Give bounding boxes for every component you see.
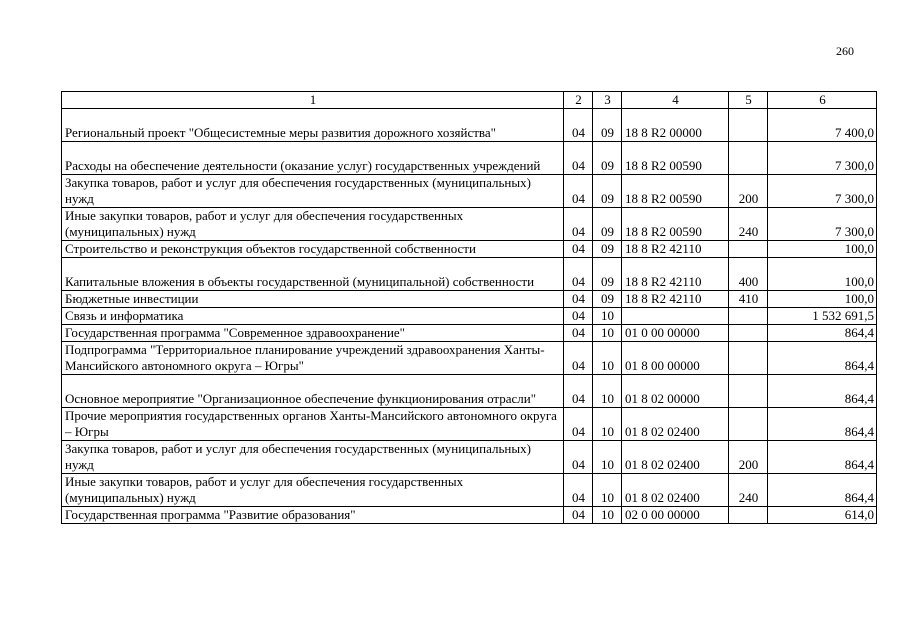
row-amount-cell: 7 300,0 bbox=[768, 175, 877, 208]
table-row bbox=[62, 375, 877, 408]
table-row bbox=[62, 142, 877, 175]
row-expense-type-cell: 240 bbox=[729, 474, 768, 507]
row-name-cell: Бюджетные инвестиции bbox=[62, 291, 564, 308]
row-name-cell: Подпрограмма "Территориальное планирование учреждений здравоохранения Ханты-Мансийского автономного округа – Югры" bbox=[62, 342, 564, 375]
table-row bbox=[62, 291, 877, 308]
row-name-cell: Связь и информатика bbox=[62, 308, 564, 325]
row-subsection-cell: 10 bbox=[593, 308, 622, 325]
page-number: 260 bbox=[836, 44, 854, 58]
row-subsection-cell: 09 bbox=[593, 208, 622, 241]
row-section-cell: 04 bbox=[564, 342, 593, 375]
header-col-4: 4 bbox=[622, 92, 729, 109]
row-subsection-cell: 09 bbox=[593, 241, 622, 258]
row-section-cell: 04 bbox=[564, 507, 593, 524]
row-name-cell: Прочие мероприятия государственных органов Ханты-Мансийского автономного округа – Югры bbox=[62, 408, 564, 441]
row-subsection-cell: 10 bbox=[593, 325, 622, 342]
row-section-cell: 04 bbox=[564, 109, 593, 142]
row-amount-cell: 100,0 bbox=[768, 258, 877, 291]
row-target-code-cell: 02 0 00 00000 bbox=[622, 507, 729, 524]
row-name-cell: Расходы на обеспечение деятельности (оказание услуг) государственных учреждений bbox=[62, 142, 564, 175]
header-col-3: 3 bbox=[593, 92, 622, 109]
row-expense-type-cell bbox=[729, 375, 768, 408]
table-row bbox=[62, 258, 877, 291]
row-expense-type-cell: 410 bbox=[729, 291, 768, 308]
row-expense-type-cell bbox=[729, 507, 768, 524]
row-expense-type-cell: 240 bbox=[729, 208, 768, 241]
row-target-code-cell: 01 8 02 00000 bbox=[622, 375, 729, 408]
row-target-code-cell bbox=[622, 308, 729, 325]
row-amount-cell: 7 300,0 bbox=[768, 142, 877, 175]
row-name-cell: Основное мероприятие "Организационное обеспечение функционирования отрасли" bbox=[62, 375, 564, 408]
row-amount-cell: 100,0 bbox=[768, 291, 877, 308]
row-name-cell: Государственная программа "Развитие образования" bbox=[62, 507, 564, 524]
table-row bbox=[62, 109, 877, 142]
header-col-6: 6 bbox=[768, 92, 877, 109]
row-target-code-cell: 18 8 R2 00000 bbox=[622, 109, 729, 142]
row-name-cell: Капитальные вложения в объекты государственной (муниципальной) собственности bbox=[62, 258, 564, 291]
row-section-cell: 04 bbox=[564, 441, 593, 474]
row-amount-cell: 864,4 bbox=[768, 375, 877, 408]
row-amount-cell: 864,4 bbox=[768, 474, 877, 507]
row-expense-type-cell bbox=[729, 308, 768, 325]
row-section-cell: 04 bbox=[564, 474, 593, 507]
row-target-code-cell: 01 8 00 00000 bbox=[622, 342, 729, 375]
table-row bbox=[62, 208, 877, 241]
row-expense-type-cell: 200 bbox=[729, 175, 768, 208]
row-subsection-cell: 10 bbox=[593, 342, 622, 375]
row-target-code-cell: 01 0 00 00000 bbox=[622, 325, 729, 342]
row-section-cell: 04 bbox=[564, 175, 593, 208]
row-expense-type-cell: 200 bbox=[729, 441, 768, 474]
row-subsection-cell: 09 bbox=[593, 258, 622, 291]
row-subsection-cell: 09 bbox=[593, 175, 622, 208]
header-col-1: 1 bbox=[62, 92, 564, 109]
row-subsection-cell: 10 bbox=[593, 441, 622, 474]
row-section-cell: 04 bbox=[564, 375, 593, 408]
table-row bbox=[62, 507, 877, 524]
header-col-5: 5 bbox=[729, 92, 768, 109]
row-amount-cell: 864,4 bbox=[768, 441, 877, 474]
row-amount-cell: 100,0 bbox=[768, 241, 877, 258]
row-subsection-cell: 10 bbox=[593, 408, 622, 441]
table-row bbox=[62, 325, 877, 342]
row-name-cell: Закупка товаров, работ и услуг для обеспечения государственных (муниципальных) нужд bbox=[62, 441, 564, 474]
row-expense-type-cell bbox=[729, 241, 768, 258]
row-amount-cell: 7 400,0 bbox=[768, 109, 877, 142]
row-amount-cell: 864,4 bbox=[768, 325, 877, 342]
row-section-cell: 04 bbox=[564, 208, 593, 241]
row-subsection-cell: 10 bbox=[593, 474, 622, 507]
table-row bbox=[62, 308, 877, 325]
row-expense-type-cell: 400 bbox=[729, 258, 768, 291]
table-row bbox=[62, 342, 877, 375]
row-section-cell: 04 bbox=[564, 408, 593, 441]
row-amount-cell: 614,0 bbox=[768, 507, 877, 524]
row-target-code-cell: 18 8 R2 42110 bbox=[622, 291, 729, 308]
row-subsection-cell: 10 bbox=[593, 375, 622, 408]
row-expense-type-cell bbox=[729, 109, 768, 142]
row-amount-cell: 1 532 691,5 bbox=[768, 308, 877, 325]
table-row bbox=[62, 241, 877, 258]
row-target-code-cell: 18 8 R2 00590 bbox=[622, 208, 729, 241]
table-row bbox=[62, 175, 877, 208]
row-amount-cell: 7 300,0 bbox=[768, 208, 877, 241]
table-header-row bbox=[62, 92, 877, 109]
row-target-code-cell: 18 8 R2 42110 bbox=[622, 258, 729, 291]
row-name-cell: Строительство и реконструкция объектов государственной собственности bbox=[62, 241, 564, 258]
table-row bbox=[62, 474, 877, 507]
row-section-cell: 04 bbox=[564, 291, 593, 308]
row-section-cell: 04 bbox=[564, 258, 593, 291]
row-target-code-cell: 01 8 02 02400 bbox=[622, 408, 729, 441]
row-target-code-cell: 18 8 R2 42110 bbox=[622, 241, 729, 258]
row-expense-type-cell bbox=[729, 342, 768, 375]
row-name-cell: Иные закупки товаров, работ и услуг для обеспечения государственных (муниципальных) нужд bbox=[62, 474, 564, 507]
table-row bbox=[62, 408, 877, 441]
row-name-cell: Иные закупки товаров, работ и услуг для обеспечения государственных (муниципальных) нужд bbox=[62, 208, 564, 241]
row-name-cell: Региональный проект "Общесистемные меры развития дорожного хозяйства" bbox=[62, 109, 564, 142]
row-section-cell: 04 bbox=[564, 142, 593, 175]
row-expense-type-cell bbox=[729, 325, 768, 342]
row-subsection-cell: 09 bbox=[593, 142, 622, 175]
row-target-code-cell: 01 8 02 02400 bbox=[622, 474, 729, 507]
header-col-2: 2 bbox=[564, 92, 593, 109]
row-name-cell: Государственная программа "Современное здравоохранение" bbox=[62, 325, 564, 342]
row-subsection-cell: 10 bbox=[593, 507, 622, 524]
row-amount-cell: 864,4 bbox=[768, 408, 877, 441]
row-amount-cell: 864,4 bbox=[768, 342, 877, 375]
row-name-cell: Закупка товаров, работ и услуг для обеспечения государственных (муниципальных) нужд bbox=[62, 175, 564, 208]
row-subsection-cell: 09 bbox=[593, 109, 622, 142]
row-target-code-cell: 01 8 02 02400 bbox=[622, 441, 729, 474]
row-section-cell: 04 bbox=[564, 241, 593, 258]
row-section-cell: 04 bbox=[564, 325, 593, 342]
table-row bbox=[62, 441, 877, 474]
row-expense-type-cell bbox=[729, 142, 768, 175]
row-target-code-cell: 18 8 R2 00590 bbox=[622, 175, 729, 208]
budget-table bbox=[61, 91, 877, 524]
row-subsection-cell: 09 bbox=[593, 291, 622, 308]
row-target-code-cell: 18 8 R2 00590 bbox=[622, 142, 729, 175]
row-expense-type-cell bbox=[729, 408, 768, 441]
row-section-cell: 04 bbox=[564, 308, 593, 325]
